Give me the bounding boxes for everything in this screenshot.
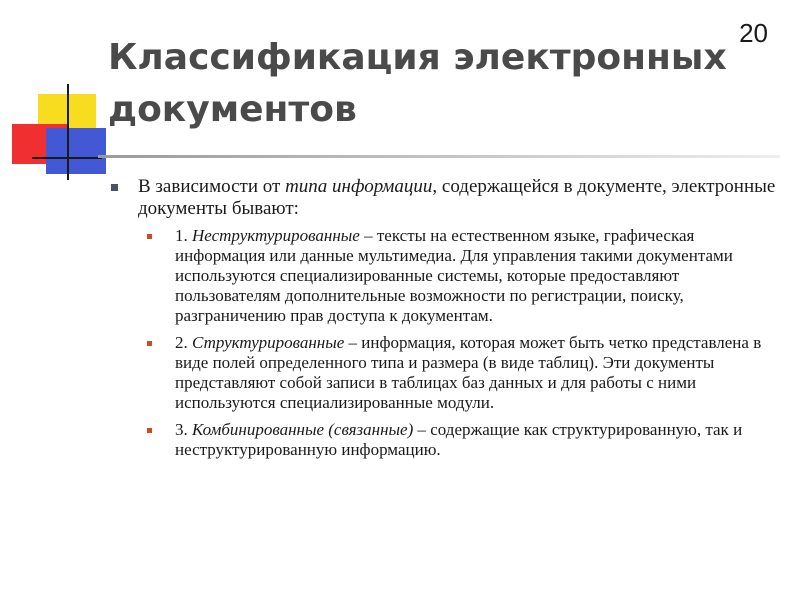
item-text: – содержащие как структурированную, так и неструктурированную информацию.: [175, 420, 743, 459]
item-term: Комбинированные (связанные): [192, 420, 414, 439]
item-term: Структурированные: [192, 333, 345, 352]
square-bullet-icon: [111, 184, 118, 191]
item-term: Неструктурированные: [192, 226, 360, 245]
decor-blue-square: [46, 128, 106, 174]
intro-text-before: В зависимости от: [138, 176, 286, 197]
intro-text-italic: типа информации: [285, 176, 433, 197]
item-number: 2.: [175, 333, 192, 352]
item-text: – тексты на естественном языке, графическая информация или данные мультимедиа. Для управления такими документами используются специализированные системы, которые предоставляют пользователям дополнительные возможности по регистрации, поиску, разграничению прав доступа к документам.: [175, 226, 733, 325]
item-text: – информация, которая может быть четко представлена в виде полей определенного типа и размера (в виде таблиц). Эти документы представляют собой записи в таблицах баз данных и для работы с ними используются специализированные модули.: [175, 333, 762, 412]
square-bullet-icon: [147, 341, 152, 346]
slide-number: 20: [739, 18, 768, 48]
square-bullet-icon: [147, 234, 152, 239]
slide-title: Классификация электронных документов: [108, 37, 727, 130]
classification-list: [98, 226, 788, 460]
item-number: 3.: [175, 420, 192, 439]
title-underline: [98, 155, 780, 158]
list-item: [175, 420, 788, 460]
list-item: [175, 333, 788, 413]
intro-text-after: , содержащейся в документе, электронные документы бывают:: [138, 176, 776, 219]
decor-vertical-line: [67, 84, 69, 180]
slide-content: [98, 176, 788, 467]
list-item: [175, 226, 788, 326]
square-bullet-icon: [147, 428, 152, 433]
item-number: 1.: [175, 226, 192, 245]
decor-horizontal-line-left: [32, 157, 102, 159]
intro-bullet: [98, 176, 788, 220]
